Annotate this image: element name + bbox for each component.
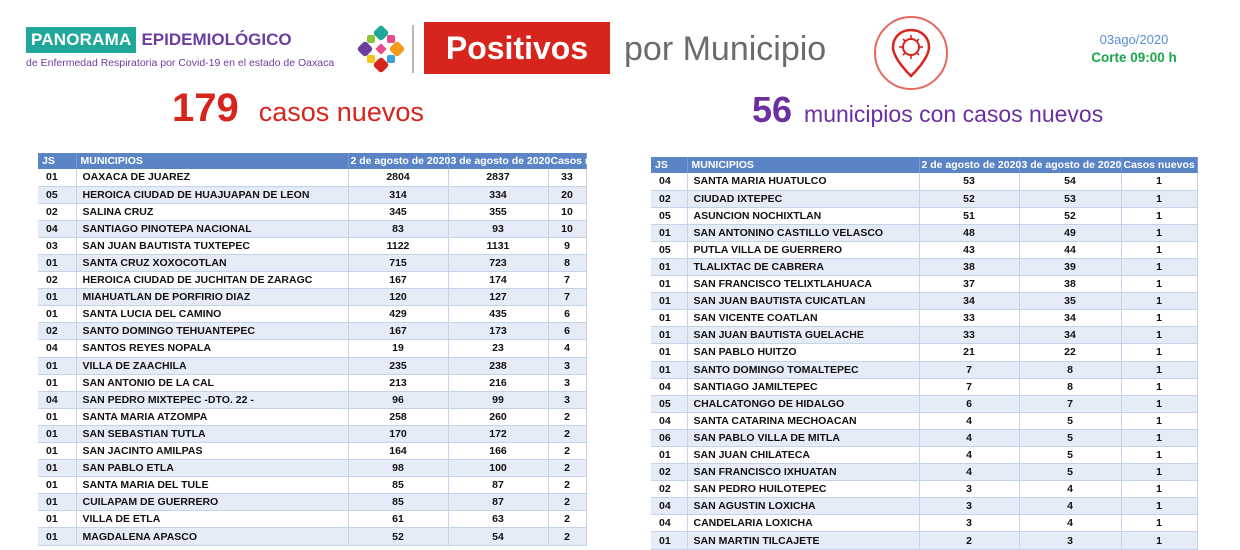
cell-municipio: SANTA CRUZ XOXOCOTLAN — [76, 254, 348, 271]
cell-new-cases: 2 — [548, 477, 586, 494]
cell-js: 06 — [651, 429, 687, 446]
cell-js: 02 — [651, 190, 687, 207]
cell-js: 04 — [38, 340, 76, 357]
cell-municipio: SAN JUAN CHILATECA — [687, 447, 919, 464]
cell-new-cases: 2 — [548, 408, 586, 425]
cell-new-cases: 9 — [548, 237, 586, 254]
por-municipio-title: por Municipio — [624, 30, 827, 68]
cell-new-cases: 3 — [548, 357, 586, 374]
cell-municipio: MIAHUATLAN DE PORFIRIO DIAZ — [76, 289, 348, 306]
table-row — [38, 374, 586, 391]
table-row — [651, 532, 1197, 549]
cell-js: 01 — [38, 460, 76, 477]
cell-aug2: 33 — [919, 327, 1019, 344]
table-row — [38, 340, 586, 357]
cell-new-cases: 1 — [1121, 190, 1197, 207]
cell-municipio: SANTO DOMINGO TOMALTEPEC — [687, 361, 919, 378]
cell-new-cases: 2 — [548, 460, 586, 477]
table-row — [38, 443, 586, 460]
cell-municipio: SAN AGUSTIN LOXICHA — [687, 498, 919, 515]
cell-municipio: SANTA MARIA ATZOMPA — [76, 408, 348, 425]
cell-js: 05 — [651, 207, 687, 224]
cell-js: 01 — [38, 306, 76, 323]
table-row — [38, 289, 586, 306]
cell-municipio: OAXACA DE JUAREZ — [76, 169, 348, 186]
cell-municipio: SAN PEDRO MIXTEPEC -DTO. 22 - — [76, 391, 348, 408]
cell-new-cases: 4 — [548, 340, 586, 357]
cell-aug3: 2837 — [448, 169, 548, 186]
cell-aug2: 61 — [348, 511, 448, 528]
cell-municipio: VILLA DE ZAACHILA — [76, 357, 348, 374]
cell-aug2: 2804 — [348, 169, 448, 186]
new-cases-count: 179 — [172, 86, 239, 130]
cell-aug2: 3 — [919, 515, 1019, 532]
table-header-row — [38, 153, 586, 169]
cell-new-cases: 1 — [1121, 429, 1197, 446]
cell-aug2: 85 — [348, 494, 448, 511]
table-row — [38, 203, 586, 220]
col-header-js: JS — [38, 153, 76, 169]
cell-js: 01 — [651, 532, 687, 549]
cell-js: 04 — [651, 378, 687, 395]
cutoff-time: Corte 09:00 h — [1091, 50, 1177, 65]
cell-aug3: 8 — [1019, 361, 1121, 378]
cell-new-cases: 1 — [1121, 498, 1197, 515]
cell-aug3: 5 — [1019, 412, 1121, 429]
cell-aug2: 37 — [919, 276, 1019, 293]
municipalities-label: municipios con casos nuevos — [804, 101, 1104, 127]
cell-municipio: PUTLA VILLA DE GUERRERO — [687, 241, 919, 258]
new-cases-summary — [172, 86, 424, 131]
table-row — [651, 464, 1197, 481]
cell-aug2: 43 — [919, 241, 1019, 258]
table-row — [38, 460, 586, 477]
table-row — [38, 169, 586, 186]
cell-new-cases: 1 — [1121, 207, 1197, 224]
cell-js: 01 — [651, 327, 687, 344]
cell-aug3: 52 — [1019, 207, 1121, 224]
cell-aug3: 5 — [1019, 429, 1121, 446]
col-header-aug3: 3 de agosto de 2020 — [448, 153, 548, 169]
cell-municipio: CIUDAD IXTEPEC — [687, 190, 919, 207]
cell-js: 04 — [651, 412, 687, 429]
cell-aug2: 170 — [348, 425, 448, 442]
cell-aug3: 49 — [1019, 224, 1121, 241]
cell-new-cases: 1 — [1121, 395, 1197, 412]
table-row — [651, 173, 1197, 190]
cell-aug3: 8 — [1019, 378, 1121, 395]
cell-aug3: 127 — [448, 289, 548, 306]
cell-js: 01 — [651, 310, 687, 327]
cell-aug2: 167 — [348, 272, 448, 289]
table-row — [651, 310, 1197, 327]
cell-js: 04 — [651, 498, 687, 515]
logo-epidemiologico-text: EPIDEMIOLÓGICO — [141, 30, 292, 49]
cell-aug2: 19 — [348, 340, 448, 357]
table-row — [651, 498, 1197, 515]
cell-aug2: 235 — [348, 357, 448, 374]
location-virus-icon — [872, 14, 950, 92]
cell-aug2: 7 — [919, 361, 1019, 378]
cell-aug2: 6 — [919, 395, 1019, 412]
cell-new-cases: 1 — [1121, 447, 1197, 464]
table-row — [651, 327, 1197, 344]
cell-js: 01 — [38, 511, 76, 528]
cell-municipio: SANTA MARIA DEL TULE — [76, 477, 348, 494]
cell-municipio: SANTOS REYES NOPALA — [76, 340, 348, 357]
cell-aug3: 38 — [1019, 276, 1121, 293]
cell-js: 01 — [651, 361, 687, 378]
positivos-title: Positivos — [424, 22, 610, 74]
cell-aug2: 48 — [919, 224, 1019, 241]
cell-new-cases: 20 — [548, 186, 586, 203]
cell-new-cases: 1 — [1121, 344, 1197, 361]
cell-new-cases: 1 — [1121, 258, 1197, 275]
table-row — [651, 395, 1197, 412]
cell-new-cases: 1 — [1121, 515, 1197, 532]
cell-new-cases: 2 — [548, 425, 586, 442]
cell-js: 01 — [38, 528, 76, 545]
table-row — [38, 306, 586, 323]
cell-js: 05 — [651, 241, 687, 258]
municipalities-count: 56 — [752, 89, 793, 130]
cell-aug2: 258 — [348, 408, 448, 425]
cell-aug2: 53 — [919, 173, 1019, 190]
cell-aug2: 120 — [348, 289, 448, 306]
cell-new-cases: 1 — [1121, 532, 1197, 549]
cell-new-cases: 6 — [548, 306, 586, 323]
cell-new-cases: 7 — [548, 289, 586, 306]
cell-aug2: 3 — [919, 481, 1019, 498]
cell-aug3: 54 — [1019, 173, 1121, 190]
cell-aug2: 167 — [348, 323, 448, 340]
cell-js: 04 — [38, 220, 76, 237]
cell-new-cases: 1 — [1121, 224, 1197, 241]
cell-aug2: 4 — [919, 412, 1019, 429]
cell-new-cases: 1 — [1121, 361, 1197, 378]
cell-aug2: 4 — [919, 429, 1019, 446]
cell-new-cases: 2 — [548, 528, 586, 545]
municipalities-summary — [752, 89, 1103, 131]
cell-municipio: SANTA LUCIA DEL CAMINO — [76, 306, 348, 323]
cell-js: 01 — [38, 254, 76, 271]
cell-aug3: 355 — [448, 203, 548, 220]
cell-js: 01 — [38, 408, 76, 425]
cell-aug3: 260 — [448, 408, 548, 425]
table-row — [38, 254, 586, 271]
cell-new-cases: 3 — [548, 391, 586, 408]
cell-municipio: SAN ANTONINO CASTILLO VELASCO — [687, 224, 919, 241]
cell-js: 05 — [651, 395, 687, 412]
cell-js: 01 — [651, 344, 687, 361]
cell-new-cases: 7 — [548, 272, 586, 289]
cell-municipio: TLALIXTAC DE CABRERA — [687, 258, 919, 275]
cell-municipio: SANTA CATARINA MECHOACAN — [687, 412, 919, 429]
cell-aug2: 96 — [348, 391, 448, 408]
col-header-aug2: 2 de agosto de 2020 — [348, 153, 448, 169]
cell-aug3: 334 — [448, 186, 548, 203]
col-header-js: JS — [651, 157, 687, 173]
cell-municipio: SAN JUAN BAUTISTA CUICATLAN — [687, 293, 919, 310]
col-header-municipios: MUNICIPIOS — [687, 157, 919, 173]
cell-municipio: SALINA CRUZ — [76, 203, 348, 220]
cell-municipio: CANDELARIA LOXICHA — [687, 515, 919, 532]
table-row — [38, 511, 586, 528]
cell-js: 01 — [38, 374, 76, 391]
cell-aug3: 1131 — [448, 237, 548, 254]
cell-aug2: 52 — [348, 528, 448, 545]
cell-new-cases: 3 — [548, 374, 586, 391]
cell-aug3: 34 — [1019, 310, 1121, 327]
cell-municipio: VILLA DE ETLA — [76, 511, 348, 528]
table-row — [651, 224, 1197, 241]
cell-municipio: SAN FRANCISCO TELIXTLAHUACA — [687, 276, 919, 293]
cell-municipio: CHALCATONGO DE HIDALGO — [687, 395, 919, 412]
cell-aug2: 85 — [348, 477, 448, 494]
cell-new-cases: 1 — [1121, 173, 1197, 190]
col-header-new-cases: Casos nuevos — [548, 153, 586, 169]
cell-municipio: SANTO DOMINGO TEHUANTEPEC — [76, 323, 348, 340]
cell-new-cases: 1 — [1121, 481, 1197, 498]
table-row — [651, 481, 1197, 498]
cell-aug2: 51 — [919, 207, 1019, 224]
cell-municipio: CUILAPAM DE GUERRERO — [76, 494, 348, 511]
cell-aug2: 715 — [348, 254, 448, 271]
cell-aug2: 98 — [348, 460, 448, 477]
cell-aug2: 83 — [348, 220, 448, 237]
header-divider — [412, 25, 414, 73]
cell-new-cases: 2 — [548, 494, 586, 511]
cell-municipio: HEROICA CIUDAD DE JUCHITAN DE ZARAGC — [76, 272, 348, 289]
cell-aug3: 3 — [1019, 532, 1121, 549]
table-row — [38, 477, 586, 494]
cell-aug3: 35 — [1019, 293, 1121, 310]
cell-aug3: 7 — [1019, 395, 1121, 412]
cell-municipio: SANTIAGO PINOTEPA NACIONAL — [76, 220, 348, 237]
cell-aug2: 2 — [919, 532, 1019, 549]
table-row — [651, 378, 1197, 395]
table-row — [38, 408, 586, 425]
cell-municipio: SAN FRANCISCO IXHUATAN — [687, 464, 919, 481]
cell-new-cases: 33 — [548, 169, 586, 186]
cell-municipio: SAN PABLO VILLA DE MITLA — [687, 429, 919, 446]
cell-municipio: SAN PABLO HUITZO — [687, 344, 919, 361]
cell-js: 01 — [651, 224, 687, 241]
cell-js: 01 — [38, 477, 76, 494]
table-row — [651, 293, 1197, 310]
table-row — [38, 186, 586, 203]
cell-aug3: 99 — [448, 391, 548, 408]
cell-aug2: 4 — [919, 447, 1019, 464]
table-row — [38, 494, 586, 511]
cell-aug2: 7 — [919, 378, 1019, 395]
table-row — [38, 272, 586, 289]
cell-aug2: 52 — [919, 190, 1019, 207]
cell-aug2: 34 — [919, 293, 1019, 310]
table-row — [651, 258, 1197, 275]
cell-new-cases: 6 — [548, 323, 586, 340]
cell-js: 03 — [38, 237, 76, 254]
table-row — [38, 237, 586, 254]
cell-new-cases: 1 — [1121, 310, 1197, 327]
col-header-aug3: 3 de agosto de 2020 — [1019, 157, 1121, 173]
table-row — [651, 276, 1197, 293]
cell-aug3: 5 — [1019, 447, 1121, 464]
cell-js: 01 — [38, 357, 76, 374]
cell-new-cases: 1 — [1121, 241, 1197, 258]
cell-municipio: SANTIAGO JAMILTEPEC — [687, 378, 919, 395]
table-row — [38, 528, 586, 545]
cell-new-cases: 1 — [1121, 276, 1197, 293]
cell-js: 02 — [651, 481, 687, 498]
cell-aug3: 87 — [448, 494, 548, 511]
cell-aug3: 39 — [1019, 258, 1121, 275]
cell-aug3: 174 — [448, 272, 548, 289]
cell-new-cases: 1 — [1121, 464, 1197, 481]
cell-aug3: 166 — [448, 443, 548, 460]
table-row — [38, 391, 586, 408]
panorama-logo — [26, 27, 356, 75]
cell-municipio: SAN JACINTO AMILPAS — [76, 443, 348, 460]
cell-aug3: 87 — [448, 477, 548, 494]
cell-js: 04 — [651, 515, 687, 532]
cell-aug2: 21 — [919, 344, 1019, 361]
cell-aug3: 100 — [448, 460, 548, 477]
left-cases-table — [38, 153, 622, 546]
cell-aug3: 93 — [448, 220, 548, 237]
cell-new-cases: 1 — [1121, 327, 1197, 344]
cell-aug3: 53 — [1019, 190, 1121, 207]
cell-municipio: HEROICA CIUDAD DE HUAJUAPAN DE LEON — [76, 186, 348, 203]
table-row — [651, 361, 1197, 378]
cell-aug3: 4 — [1019, 498, 1121, 515]
flower-logo-icon — [357, 25, 405, 73]
cell-js: 05 — [38, 186, 76, 203]
cell-aug2: 1122 — [348, 237, 448, 254]
cell-aug2: 164 — [348, 443, 448, 460]
cell-aug3: 238 — [448, 357, 548, 374]
table-row — [651, 344, 1197, 361]
cell-js: 01 — [651, 276, 687, 293]
cell-municipio: SAN MARTIN TILCAJETE — [687, 532, 919, 549]
cell-new-cases: 10 — [548, 203, 586, 220]
table-header-row — [651, 157, 1197, 173]
table-row — [38, 357, 586, 374]
cell-municipio: SANTA MARIA HUATULCO — [687, 173, 919, 190]
cell-aug3: 216 — [448, 374, 548, 391]
logo-subtitle: de Enfermedad Respiratoria por Covid-19 en el estado de Oaxaca — [26, 57, 335, 69]
cell-municipio: ASUNCION NOCHIXTLAN — [687, 207, 919, 224]
cell-aug3: 723 — [448, 254, 548, 271]
cell-aug2: 3 — [919, 498, 1019, 515]
cell-new-cases: 10 — [548, 220, 586, 237]
cell-municipio: SAN PEDRO HUILOTEPEC — [687, 481, 919, 498]
cell-js: 02 — [651, 464, 687, 481]
cell-municipio: SAN ANTONIO DE LA CAL — [76, 374, 348, 391]
cell-municipio: MAGDALENA APASCO — [76, 528, 348, 545]
logo-panorama-text: PANORAMA — [26, 27, 136, 53]
cell-new-cases: 1 — [1121, 378, 1197, 395]
cell-aug2: 38 — [919, 258, 1019, 275]
table-row — [651, 190, 1197, 207]
col-header-aug2: 2 de agosto de 2020 — [919, 157, 1019, 173]
cell-js: 02 — [38, 323, 76, 340]
cell-municipio: SAN JUAN BAUTISTA GUELACHE — [687, 327, 919, 344]
cell-aug3: 22 — [1019, 344, 1121, 361]
col-header-municipios: MUNICIPIOS — [76, 153, 348, 169]
table-row — [651, 207, 1197, 224]
cell-aug3: 23 — [448, 340, 548, 357]
cell-js: 01 — [651, 447, 687, 464]
cell-new-cases: 1 — [1121, 412, 1197, 429]
cell-aug2: 213 — [348, 374, 448, 391]
cell-aug3: 5 — [1019, 464, 1121, 481]
cell-new-cases: 2 — [548, 443, 586, 460]
cell-js: 01 — [651, 258, 687, 275]
cell-js: 04 — [651, 173, 687, 190]
cell-js: 02 — [38, 272, 76, 289]
cell-new-cases: 8 — [548, 254, 586, 271]
table-row — [38, 425, 586, 442]
cell-js: 01 — [38, 494, 76, 511]
cell-municipio: SAN VICENTE COATLAN — [687, 310, 919, 327]
cell-municipio: SAN JUAN BAUTISTA TUXTEPEC — [76, 237, 348, 254]
cell-aug3: 435 — [448, 306, 548, 323]
cell-aug3: 54 — [448, 528, 548, 545]
col-header-new-cases: Casos nuevos — [1121, 157, 1197, 173]
cell-js: 01 — [38, 289, 76, 306]
cell-aug2: 4 — [919, 464, 1019, 481]
table-row — [651, 241, 1197, 258]
cell-aug3: 63 — [448, 511, 548, 528]
cell-aug3: 4 — [1019, 515, 1121, 532]
cell-aug3: 34 — [1019, 327, 1121, 344]
cell-js: 02 — [38, 203, 76, 220]
cell-aug3: 172 — [448, 425, 548, 442]
table-row — [651, 447, 1197, 464]
cell-aug2: 33 — [919, 310, 1019, 327]
cell-new-cases: 2 — [548, 511, 586, 528]
table-row — [38, 220, 586, 237]
table-row — [38, 323, 586, 340]
table-row — [651, 412, 1197, 429]
cell-js: 01 — [38, 425, 76, 442]
report-date: 03ago/2020 — [1099, 32, 1169, 47]
cell-aug3: 173 — [448, 323, 548, 340]
cell-new-cases: 1 — [1121, 293, 1197, 310]
cell-aug3: 44 — [1019, 241, 1121, 258]
cell-aug2: 314 — [348, 186, 448, 203]
cell-aug3: 4 — [1019, 481, 1121, 498]
cell-municipio: SAN PABLO ETLA — [76, 460, 348, 477]
table-row — [651, 429, 1197, 446]
cell-js: 01 — [38, 443, 76, 460]
cell-aug2: 429 — [348, 306, 448, 323]
table-row — [651, 515, 1197, 532]
cell-js: 01 — [651, 293, 687, 310]
new-cases-label: casos nuevos — [258, 97, 424, 127]
cell-aug2: 345 — [348, 203, 448, 220]
cell-js: 04 — [38, 391, 76, 408]
right-cases-table — [651, 157, 1198, 550]
cell-municipio: SAN SEBASTIAN TUTLA — [76, 425, 348, 442]
cell-js: 01 — [38, 169, 76, 186]
